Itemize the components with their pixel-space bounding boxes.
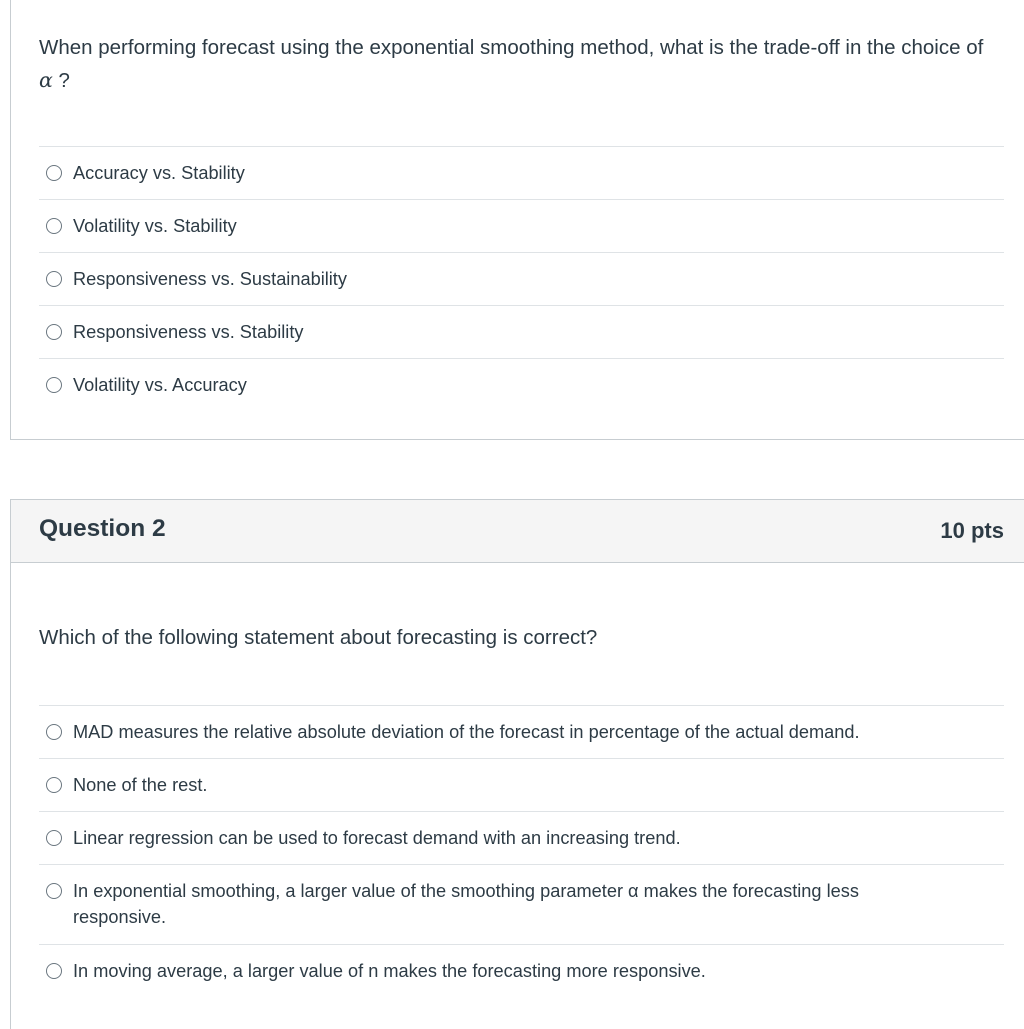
question-1-text-end: ? — [52, 69, 70, 92]
question-1-card — [10, 0, 1024, 440]
answer-label: In exponential smoothing, a larger value of the smoothing parameter α makes the forecasting less responsive. — [73, 881, 859, 927]
question-2-answers — [39, 705, 1004, 998]
answer-option[interactable] — [39, 759, 1004, 812]
radio-button[interactable] — [46, 324, 62, 340]
question-2-header — [11, 500, 1024, 563]
radio-button[interactable] — [46, 165, 62, 181]
radio-button[interactable] — [46, 963, 62, 979]
answer-option[interactable] — [39, 812, 1004, 865]
question-1-answers — [39, 146, 1004, 412]
answer-option[interactable] — [39, 147, 1004, 200]
question-2-card — [10, 499, 1024, 1029]
answer-option[interactable] — [39, 706, 1004, 759]
answer-label: Volatility vs. Accuracy — [73, 375, 247, 395]
radio-button[interactable] — [46, 883, 62, 899]
answer-label: Volatility vs. Stability — [73, 216, 237, 236]
alpha-symbol: α — [39, 68, 53, 92]
question-1-text-main: When performing forecast using the exponential smoothing method, what is the trade-off in the choice of — [39, 36, 984, 59]
answer-option[interactable] — [39, 865, 1004, 945]
answer-option[interactable] — [39, 253, 1004, 306]
radio-button[interactable] — [46, 377, 62, 393]
question-1-text — [39, 31, 1000, 97]
radio-button[interactable] — [46, 218, 62, 234]
question-points: 10 pts — [940, 518, 1004, 543]
answer-label: None of the rest. — [73, 775, 208, 795]
answer-label: Linear regression can be used to forecast demand with an increasing trend. — [73, 828, 681, 848]
radio-button[interactable] — [46, 271, 62, 287]
answer-label: MAD measures the relative absolute deviation of the forecast in percentage of the actual demand. — [73, 722, 860, 742]
answer-label: Responsiveness vs. Sustainability — [73, 269, 347, 289]
question-2-text: Which of the following statement about forecasting is correct? — [39, 626, 598, 649]
radio-button[interactable] — [46, 777, 62, 793]
answer-option[interactable] — [39, 306, 1004, 359]
answer-option[interactable] — [39, 359, 1004, 412]
answer-label: In moving average, a larger value of n makes the forecasting more responsive. — [73, 961, 706, 981]
radio-button[interactable] — [46, 830, 62, 846]
radio-button[interactable] — [46, 724, 62, 740]
answer-option[interactable] — [39, 945, 1004, 998]
question-title: Question 2 — [39, 515, 166, 542]
answer-label: Responsiveness vs. Stability — [73, 322, 304, 342]
answer-label: Accuracy vs. Stability — [73, 163, 245, 183]
answer-option[interactable] — [39, 200, 1004, 253]
